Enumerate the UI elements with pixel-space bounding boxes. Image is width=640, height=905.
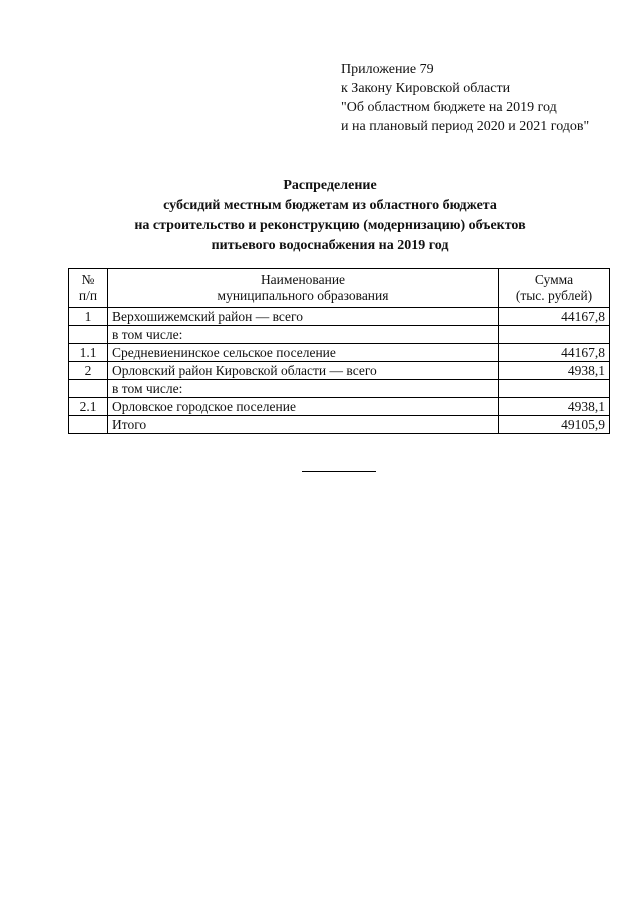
title-line-3: на строительство и реконструкцию (модернизацию) объектов — [134, 218, 526, 233]
table-row — [69, 398, 610, 416]
title-line-1: Распределение — [283, 178, 377, 193]
separator-line — [302, 471, 376, 472]
table-row — [69, 380, 610, 398]
appendix-line-3: "Об областном бюджете на 2019 год — [341, 100, 557, 115]
header-name-line-2: муниципального образования — [217, 288, 389, 303]
row-name: Итого — [108, 416, 499, 434]
table-header — [69, 269, 610, 308]
header-num-line-1: № — [81, 272, 95, 287]
row-sum: 4938,1 — [499, 398, 610, 416]
table-row — [69, 344, 610, 362]
row-num: 2 — [69, 362, 108, 380]
row-sum — [499, 380, 610, 398]
row-name: в том числе: — [108, 326, 499, 344]
title-line-4: питьевого водоснабжения на 2019 год — [211, 238, 449, 253]
row-name: Верхошижемский район — всего — [108, 308, 499, 326]
table-row — [69, 308, 610, 326]
appendix-block — [341, 60, 631, 136]
appendix-line-1: Приложение 79 — [341, 62, 434, 77]
table-row — [69, 362, 610, 380]
header-num — [69, 269, 108, 308]
row-num — [69, 380, 108, 398]
table-row-total — [69, 416, 610, 434]
row-num — [69, 416, 108, 434]
document-title — [80, 176, 580, 256]
title-line-2: субсидий местным бюджетам из областного бюджета — [163, 198, 497, 213]
appendix-line-4: и на плановый период 2020 и 2021 годов" — [341, 119, 590, 134]
header-num-line-2: п/п — [78, 288, 98, 303]
appendix-line-2: к Закону Кировской области — [341, 81, 511, 96]
table-row — [69, 326, 610, 344]
row-sum — [499, 326, 610, 344]
row-num: 2.1 — [69, 398, 108, 416]
row-name: Орловское городское поселение — [108, 398, 499, 416]
header-row — [69, 269, 610, 308]
row-num: 1.1 — [69, 344, 108, 362]
row-num — [69, 326, 108, 344]
row-sum: 44167,8 — [499, 308, 610, 326]
row-name: в том числе: — [108, 380, 499, 398]
row-sum: 49105,9 — [499, 416, 610, 434]
row-sum: 4938,1 — [499, 362, 610, 380]
header-name — [108, 269, 499, 308]
header-sum — [499, 269, 610, 308]
row-name: Средневиенинское сельское поселение — [108, 344, 499, 362]
header-sum-line-1: Сумма — [534, 272, 574, 287]
row-num: 1 — [69, 308, 108, 326]
row-name: Орловский район Кировской области — всего — [108, 362, 499, 380]
header-sum-line-2: (тыс. рублей) — [515, 288, 593, 303]
table-body — [69, 308, 610, 434]
header-name-line-1: Наименование — [260, 272, 346, 287]
row-sum: 44167,8 — [499, 344, 610, 362]
subsidy-table — [68, 268, 610, 434]
